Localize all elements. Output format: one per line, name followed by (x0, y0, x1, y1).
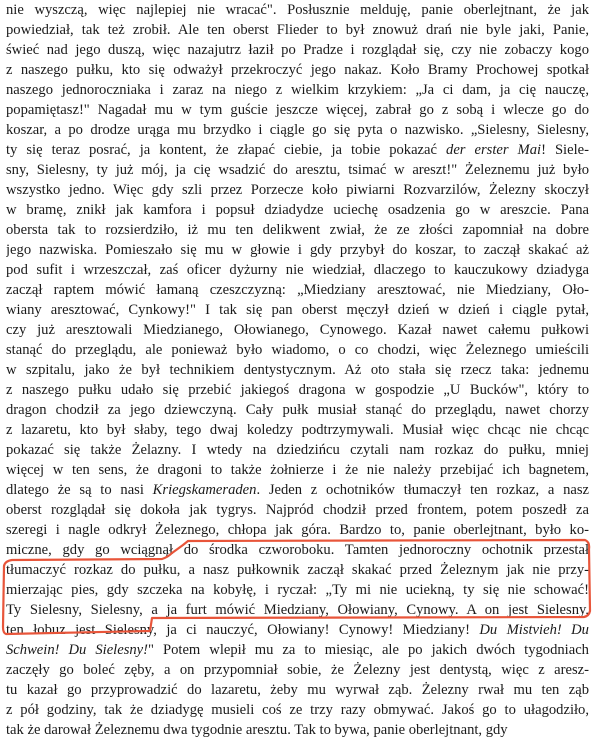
text-line (6, 380, 589, 400)
text-segment: ty się teraz posrać, ja kontent, że złapać ciebie, ja tobie pokazać (6, 142, 447, 158)
text-line (6, 560, 589, 580)
text-line (6, 160, 589, 180)
text-line (6, 720, 589, 740)
text-line (6, 60, 589, 80)
text-segment: stanąć do przeglądu, ale ponieważ było wiadomo, o co chodzi, więc Żeleznego umieścili (6, 342, 589, 358)
text-segment: czy już aresztowali Miedzianego, Ołowianego, Cynowego. Kazał nawet całemu pułkowi (6, 322, 589, 338)
text-line (6, 620, 589, 640)
text-segment: więcej w ten sens, że dragoni to także żołnierze i że nie należy przebijać ich bagnetem, (6, 462, 589, 478)
text-segment: oberst rozglądał się dokoła jak tygrys. Najpród chodził przed frontem, potem poszedł za (6, 502, 589, 518)
text-line (6, 240, 589, 260)
text-segment: tak że darował Żeleznemu dwa tygodnie aresztu. Tak to bywa, panie oberlejtnant, gdy (6, 722, 508, 738)
text-segment: wiany aresztować, Cynkowy!" I tak się pan oberst męczył dzień w dzień i ciągle pytał, (6, 302, 589, 318)
text-segment: pod sufit i wrzeszczał, zaś oficer dyżurny nie wiedział, dlaczego to kauczukowy dziadyga (6, 262, 589, 278)
text-segment: obersta tak to rozsierdziło, iż mu ten delikwent zwiał, że ze złości zapomniał na dobre (6, 222, 589, 238)
text-segment: w bramę, znikł jak kamfora i popsuł dziadydze uciechę osadzenia go w areszcie. Pana (6, 202, 589, 218)
text-segment: w szpitalu, jako że był technikiem dentystycznym. Aż oto stała się rzecz taka: jednemu (6, 362, 589, 378)
text-line (6, 640, 589, 660)
text-segment: tu kazał go przyprowadzić do lazaretu, żeby mu wyrwał ząb. Żelezny rwał mu ten ząb (6, 682, 589, 698)
text-segment: wszystko jedno. Więc gdy szli przez Porzecze koło piwiarni Rozvarzilów, Żelezny skoczył (6, 182, 589, 198)
text-segment: Ty Sielesny, Sielesny, a ja furt mówić Miedziany, Ołowiany, Cynowy. A on jest Sielesny, (6, 602, 589, 618)
text-line (6, 460, 589, 480)
text-line (6, 660, 589, 680)
text-segment: mierzając pies, gdy szczeka na kobyłę, i ryczał: „Ty mi nie uciekną, ty się nie schować! (6, 582, 589, 598)
text-segment: powiedział, tak też zrobił. Ale ten oberst Flieder to był znowuż drań nie byle jaki, Panie, (6, 22, 589, 38)
text-segment: z naszego pułku, kto się odważył przekroczyć jego nakaz. Koło Bramy Prochowej spotkał (6, 62, 589, 78)
text-line (6, 600, 589, 620)
text-line (6, 440, 589, 460)
text-line (6, 580, 589, 600)
text-line (6, 20, 589, 40)
text-segment: " Potem wlepił mu za to miesiąc, ale po jakich dwóch tygodniach (148, 642, 589, 658)
text-segment: z pół godziny, tak że dziadygę musieli coś ze trzy razy obmywać. Jakoś go to ułagodziło, (6, 702, 589, 718)
text-line (6, 40, 589, 60)
italic-text: Kriegskameraden (152, 482, 257, 498)
text-segment: miczne, gdy go wciągnął do środka czworoboku. Tamten jednoroczny ochotnik przestał (6, 542, 589, 558)
text-segment: szeregi i nagle odkrył Żeleznego, chłopa jak góra. Bardzo to, panie oberlejtnant, było ko- (6, 522, 589, 538)
text-segment: dlatego że są to nasi (6, 482, 153, 498)
text-line (6, 520, 589, 540)
text-line (6, 360, 589, 380)
italic-text: Schwein! Du Sielesny! (6, 642, 149, 658)
italic-text: der erster Mai (446, 142, 542, 158)
text-segment: nie wyszczą, więc najlepiej nie wracać". Posłusznie melduję, panie oberlejtnant, że jak (6, 2, 589, 18)
text-line (6, 680, 589, 700)
text-line (6, 80, 589, 100)
text-segment: naszego jednoroczniaka i zaraz na niego z wielkim krzykiem: „Ja ci dam, ja cię nauczę, (6, 82, 589, 98)
text-segment: ten łobuz jest Sielesny, ja ci nauczyć, Ołowiany! Cynowy! Miedziany! (6, 622, 480, 638)
text-segment: zaczął raptem mówić łamaną czeszczyzną: „Miedziany aresztować, nie Miedziany, Oło- (6, 282, 589, 298)
text-line (6, 220, 589, 240)
text-line (6, 300, 589, 320)
text-line (6, 500, 589, 520)
text-line (6, 540, 589, 560)
text-line (6, 100, 589, 120)
text-line (6, 320, 589, 340)
text-line (6, 260, 589, 280)
text-segment: pokazać się także Żelazny. I wtedy na dziedzińcu czytali nam rozkaz do pułku, mniej (6, 442, 589, 458)
text-line (6, 480, 589, 500)
text-segment: ! Siele- (541, 142, 589, 158)
text-segment: popamiętasz!" Nagadał mu w tym guście jeszcze więcej, zabrał go z sobą i wlecze go do (6, 102, 589, 118)
text-segment: z naszego pułku udało się przebić jakiegoś dragona w gospodzie „U Bucków", który to (6, 382, 589, 398)
text-line (6, 0, 589, 20)
text-segment: . Jeden z ochotników tłumaczył ten rozkaz, a nasz (256, 482, 589, 498)
text-line (6, 700, 589, 720)
text-segment: tłumaczyć rozkaz do pułku, a nasz pułkownik zaczął skakać przed Żeleznym jak nie przy- (6, 562, 589, 578)
text-segment: sny, Sielesny, ty już mój, ja cię wsadzić do aresztu, tsimać w areszt!" Żeleznemu już było (6, 162, 589, 178)
text-segment: z lazaretu, kto był słaby, tego dwaj koledzy podtrzymywali. Musiał więc chcąc nie chcąc (6, 422, 589, 438)
text-segment: jego nazwiska. Pomieszało się mu w głowie i gdy przybył do koszar, to zaczął skakać aż (6, 242, 589, 258)
text-segment: zaczęły go boleć zęby, a on przypomniał sobie, że Żelezny jest dentystą, więc z aresz- (6, 662, 589, 678)
text-line (6, 340, 589, 360)
text-line (6, 400, 589, 420)
italic-text: Du Mistvieh! Du (479, 622, 589, 638)
text-segment: dragon chodził za jego dziewczyną. Cały pułk musiał stanąć do przeglądu, nawet chorzy (6, 402, 589, 418)
text-segment: świeć nad jego duszą, więc nazajutrz łaził po Pradze i rozglądał się, czy nie zobaczy kogo (6, 42, 589, 58)
text-line (6, 200, 589, 220)
text-segment: koszar, a po drodze urąga mu brzydko i ciągle go się pyta o nazwisko. „Sielesny, Sielesny, (6, 122, 589, 138)
text-line (6, 120, 589, 140)
text-line (6, 140, 589, 160)
text-line (6, 180, 589, 200)
text-line (6, 420, 589, 440)
text-line (6, 280, 589, 300)
